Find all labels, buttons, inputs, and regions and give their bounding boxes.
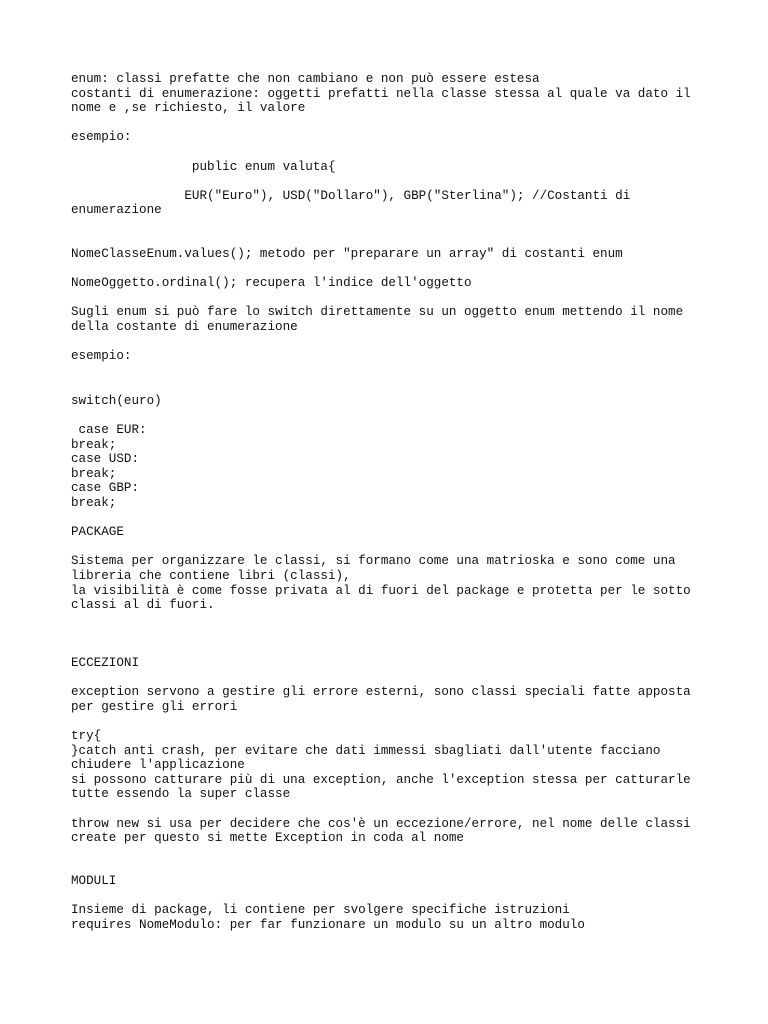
document-body [71, 72, 701, 933]
text-line: exception servono a gestire gli errore esterni, sono classi speciali fatte apposta [71, 685, 691, 700]
code-line: EUR("Euro"), USD("Dollaro"), GBP("Sterlina"); //Costanti di [71, 188, 631, 203]
text-line: chiudere l'applicazione [71, 758, 245, 773]
code-line: try{ [71, 728, 102, 743]
text-line: NomeClasseEnum.values(); metodo per "preparare un array" di costanti enum [71, 246, 623, 261]
code-line: case USD: [71, 452, 140, 467]
text-line: la visibilità è come fosse privata al di fuori del package e protetta per le sotto [71, 583, 691, 598]
text-line: NomeOggetto.ordinal(); recupera l'indice dell'oggetto [71, 275, 472, 290]
text-line: requires NomeModulo: per far funzionare un modulo su un altro modulo [71, 918, 585, 933]
section-heading: ECCEZIONI [71, 655, 140, 670]
text-line: per gestire gli errori [71, 699, 238, 714]
code-line: break; [71, 437, 117, 452]
text-line: esempio: [71, 348, 132, 363]
text-line: costanti di enumerazione: oggetti prefatti nella classe stessa al quale va dato il [71, 86, 691, 101]
text-line: Sistema per organizzare le classi, si formano come una matrioska e sono come una [71, 554, 676, 569]
code-line: case EUR: [71, 423, 147, 438]
code-line: case GBP: [71, 481, 140, 496]
text-line: enumerazione [71, 203, 162, 218]
code-line: break; [71, 466, 117, 481]
text-line: esempio: [71, 130, 132, 145]
text-line: enum: classi prefatte che non cambiano e non può essere estesa [71, 72, 540, 86]
text-line: della costante di enumerazione [71, 319, 298, 334]
section-heading: MODULI [71, 874, 117, 889]
text-line: classi al di fuori. [71, 598, 215, 613]
text-line: create per questo si mette Exception in coda al nome [71, 831, 464, 846]
text-line: Insieme di package, li contiene per svolgere specifiche istruzioni [71, 903, 570, 918]
code-line: break; [71, 496, 117, 511]
text-line: si possono catturare più di una exception, anche l'exception stessa per catturarle [71, 772, 691, 787]
section-heading: PACKAGE [71, 525, 124, 540]
code-line: public enum valuta{ [71, 159, 336, 174]
text-line: nome e ,se richiesto, il valore [71, 101, 306, 116]
text-line: Sugli enum si può fare lo switch direttamente su un oggetto enum mettendo il nome [71, 304, 684, 319]
text-line: throw new si usa per decidere che cos'è un eccezione/errore, nel nome delle classi [71, 816, 691, 831]
text-line: tutte essendo la super classe [71, 787, 291, 802]
text-line: }catch anti crash, per evitare che dati immessi sbagliati dall'utente facciano [71, 743, 661, 758]
text-line: libreria che contiene libri (classi), [71, 569, 351, 583]
code-line: switch(euro) [71, 393, 162, 408]
